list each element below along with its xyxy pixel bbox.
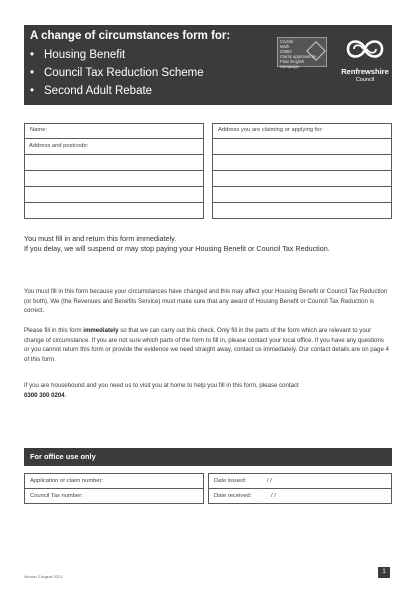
date-received-label: Date received: [214, 493, 252, 499]
logo-mark-icon [342, 35, 388, 63]
address-field[interactable] [24, 154, 204, 219]
name-label: Name: [30, 127, 48, 133]
date-issued-label: Date issued: [214, 478, 247, 484]
intro-delay-warning: If you delay, we will suspend or may stop paying your Housing Benefit or Council Tax Reduction. [24, 244, 330, 253]
contact-phone: 0300 300 0204 [24, 391, 65, 399]
date-issued-separators: / / [267, 478, 272, 484]
logo-sub: Council [355, 77, 375, 83]
application-number-label: Application or claim number: [30, 478, 104, 484]
page-number: 1 [378, 567, 390, 578]
form-title: A change of circumstances form for: [30, 30, 231, 42]
version-note: Version 2 August 2013 [24, 575, 62, 579]
paragraph-housebound: If you are housebound and you need us to visit you at home to help you fill in this form, please contact 0300 300 0204. [24, 382, 299, 399]
paragraph-why: You must fill in this form because your circumstances have changed and this may affect your Housing Benefit or Council Tax Reduction (or both). We (the Revenues and Benefits Service) must make sure that any award of Housing Benefit or Council Tax Reduction is correct. [24, 288, 388, 315]
bullet-council-tax: • Council Tax Reduction Scheme [30, 67, 204, 79]
form-header [24, 25, 392, 105]
date-received-separators: / / [271, 493, 276, 499]
claim-address-field[interactable] [212, 138, 392, 219]
date-received-field[interactable] [208, 488, 392, 504]
council-logo [342, 35, 388, 95]
date-issued-field[interactable] [208, 473, 392, 489]
council-tax-number-label: Council Tax number: [30, 493, 83, 499]
address-postcode-label: Address and postcode: [29, 143, 89, 149]
bullet-second-adult: • Second Adult Rebate [30, 85, 152, 97]
office-use-title: For office use only [30, 452, 96, 461]
crystal-mark-badge: Crystal Mark 20983 Clarity approved by Plain English Campaign [277, 37, 327, 67]
intro-must-fill: You must fill in and return this form immediately. [24, 234, 177, 243]
immediately-emphasis: immediately [83, 327, 119, 334]
paragraph-immediately: Please fill in this form immediately so that we can carry out this check. Only fill in the parts of the form which are relevant to your change of circumstance. If you are not sure which parts of the form to fill in, please contact your local office. If you have any questions or you cannot return this form or provide the evidence we need straight away, contact us immediately. Our contact details are on page 4 of this form. [24, 327, 389, 363]
application-number-field[interactable] [24, 473, 204, 489]
bullet-housing-benefit: • Housing Benefit [30, 49, 125, 61]
office-use-header [24, 448, 392, 466]
claim-address-label: Address you are claiming or applying for: [218, 127, 324, 133]
logo-name: Renfrewshire [341, 67, 389, 76]
council-tax-number-field[interactable] [24, 488, 204, 504]
